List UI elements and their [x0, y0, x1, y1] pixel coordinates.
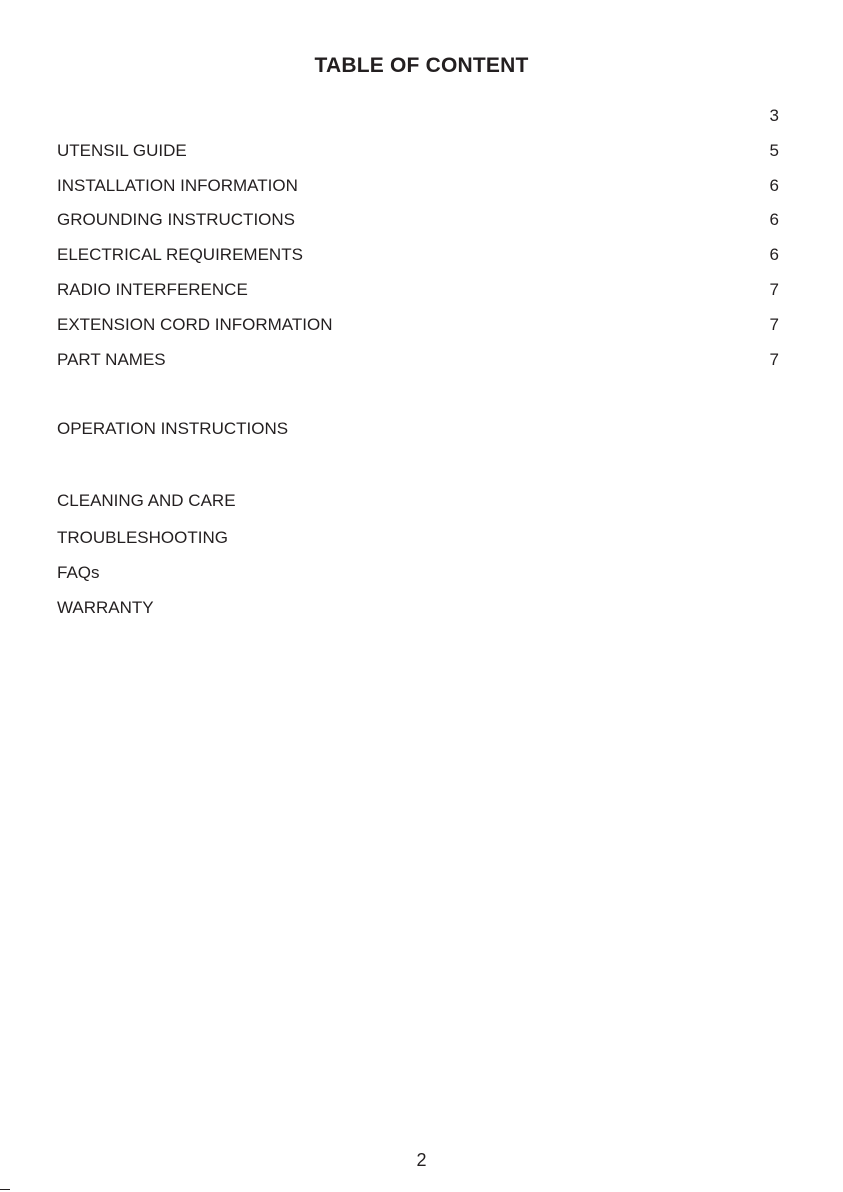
toc-entry-label: PART NAMES — [57, 350, 166, 369]
toc-entry-label: GROUNDING INSTRUCTIONS — [57, 210, 295, 229]
toc-entry — [57, 313, 779, 337]
toc-entry — [57, 104, 779, 128]
page-title: TABLE OF CONTENT — [314, 54, 529, 77]
toc-entry-page: 6 — [769, 210, 779, 229]
toc-entry — [57, 208, 779, 232]
toc-entry-label: INSTALLATION INFORMATION — [57, 176, 298, 195]
crop-mark — [0, 1189, 10, 1190]
toc-entry — [57, 139, 779, 163]
toc-entry-page: 6 — [769, 245, 779, 264]
toc-entry-page: 5 — [769, 141, 779, 160]
toc-entry — [57, 489, 779, 513]
toc-entry — [57, 174, 779, 198]
toc-entry-label: RADIO INTERFERENCE — [57, 280, 248, 299]
page-number: 2 — [416, 1150, 427, 1170]
toc-entry-page: 6 — [769, 176, 779, 195]
toc-entry-page: 7 — [769, 315, 779, 334]
toc-entry-label: TROUBLESHOOTING — [57, 528, 228, 547]
toc-entry-label: OPERATION INSTRUCTIONS — [57, 419, 289, 438]
toc-entry-page: 7 — [769, 280, 779, 299]
toc-entry-label: UTENSIL GUIDE — [57, 141, 187, 160]
toc-entry-label: EXTENSION CORD INFORMATION — [57, 315, 333, 334]
toc-entry — [57, 417, 779, 441]
toc-entry — [57, 561, 779, 585]
toc-entry — [57, 278, 779, 302]
toc-entry-label: WARRANTY — [57, 598, 154, 617]
toc-entry-page: 7 — [769, 350, 779, 369]
toc-entry-label: CLEANING AND CARE — [57, 491, 236, 510]
toc-entry — [57, 243, 779, 267]
toc-entry-label: FAQs — [57, 563, 100, 582]
toc-entry-page: 3 — [769, 106, 779, 125]
toc-entry — [57, 596, 779, 620]
toc-entry-label: ELECTRICAL REQUIREMENTS — [57, 245, 303, 264]
toc-entry — [57, 526, 779, 550]
toc-entry — [57, 348, 779, 372]
